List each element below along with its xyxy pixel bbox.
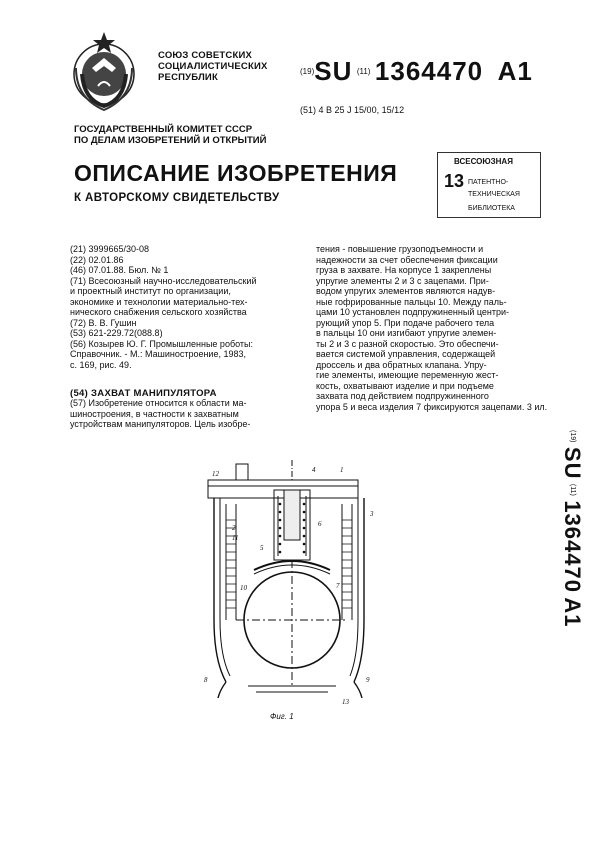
biblio-line: Справочник. - М.: Машиностроение, 1983, xyxy=(70,349,246,359)
kind-code: A1 xyxy=(497,56,533,86)
country-code: SU xyxy=(314,56,353,86)
abstract-line: захвата под действием подпружиненного xyxy=(316,391,489,401)
org-line: РЕСПУБЛИК xyxy=(158,72,218,83)
biblio-line: (22) 02.01.86 xyxy=(70,254,124,265)
label-7: 7 xyxy=(336,582,340,590)
abstract-line: тения - повышение грузоподъемности и xyxy=(316,244,484,254)
label-9: 9 xyxy=(366,676,370,684)
abstract-line: надежности за счет обеспечения фиксации xyxy=(316,254,498,265)
biblio-line: (21) 3999665/30-08 xyxy=(70,244,150,254)
biblio-line: экономике и технологии материально-тех- xyxy=(70,296,248,307)
committee-line: ПО ДЕЛАМ ИЗОБРЕТЕНИЙ И ОТКРЫТИЙ xyxy=(74,135,267,146)
biblio-line: и проектный институт по организации, xyxy=(70,286,231,296)
org-line: СОЮЗ СОВЕТСКИХ xyxy=(158,50,253,61)
ipc-class xyxy=(300,105,404,115)
abstract-line: ные гофрированные пальцы 10. Между паль- xyxy=(316,296,507,307)
country-prefix: (19) xyxy=(300,67,315,76)
label-3: 3 xyxy=(370,510,374,518)
biblio-line: (56) Козырев Ю. Г. Промышленные роботы: xyxy=(70,338,254,349)
stamp-line: ПАТЕНТНО- xyxy=(468,179,509,186)
abstract-line: вается системой управления, содержащей xyxy=(316,349,496,359)
document-title: ОПИСАНИЕ ИЗОБРЕТЕНИЯ xyxy=(74,160,398,186)
org-name xyxy=(158,50,268,83)
housing-plate xyxy=(208,480,358,498)
abstract-line: гие элементы, имеющие переменную жест- xyxy=(316,370,499,380)
abstract-right-column xyxy=(316,244,548,412)
label-6: 6 xyxy=(318,520,322,528)
biblio-line: (53) 621-229.72(088.8) xyxy=(70,328,163,338)
label-4: 4 xyxy=(312,466,316,474)
gripper-drawing xyxy=(196,460,382,712)
bibliographic-data xyxy=(70,244,300,370)
biblio-line: (46) 07.01.88. Бюл. № 1 xyxy=(70,265,169,275)
side-kind-code: A1 xyxy=(560,597,585,628)
abstract-line: устройствам манипуляторов. Цель изобре- xyxy=(70,419,251,429)
biblio-line: (72) В. В. Гушин xyxy=(70,317,137,328)
label-10: 10 xyxy=(240,584,247,592)
ussr-emblem-icon xyxy=(62,28,146,116)
side-patent-number xyxy=(527,430,585,680)
library-stamp xyxy=(437,152,541,218)
committee-line: ГОСУДАРСТВЕННЫЙ КОМИТЕТ СССР xyxy=(74,124,253,135)
label-8: 8 xyxy=(204,676,208,684)
abstract-line: рующий упор 5. При подаче рабочего тела xyxy=(316,317,495,328)
biblio-line: нического снабжения сельского хозяйства xyxy=(70,307,247,317)
label-11: 11 xyxy=(232,534,239,542)
abstract-line: ты 2 и 3 с разной скоростью. Это обеспечи- xyxy=(316,338,499,349)
side-country-code: SU xyxy=(560,446,585,480)
stamp-line: ТЕХНИЧЕСКАЯ xyxy=(468,191,520,198)
side-number: 1364470 xyxy=(560,500,585,593)
abstract-line: в пальцы 10 они изгибают упругие элемен- xyxy=(316,328,497,338)
committee-name xyxy=(74,124,266,146)
document-subtitle: К АВТОРСКОМУ СВИДЕТЕЛЬСТВУ xyxy=(74,192,280,204)
side-number-prefix: (11) xyxy=(569,483,576,496)
biblio-line: (71) Всесоюзный научно-исследовательский xyxy=(70,275,257,286)
abstract-line: упора 5 и веса изделия 7 фиксируются зацепами. 3 ил. xyxy=(316,401,548,412)
abstract-left-column xyxy=(70,398,300,430)
label-5: 5 xyxy=(260,544,264,552)
abstract-line: (57) Изобретение относится к области ма- xyxy=(70,398,247,408)
invention-title: (54) ЗАХВАТ МАНИПУЛЯТОРА xyxy=(70,388,217,399)
label-2: 2 xyxy=(232,524,236,532)
abstract-line: кость, охватывают изделие и при подъеме xyxy=(316,380,494,391)
abstract-line: цами 10 установлен подпружиненный центри- xyxy=(316,307,510,317)
figure-caption: Фиг. 1 xyxy=(270,712,294,721)
side-country-prefix: (19) xyxy=(569,430,576,443)
ipc-prefix: (51) 4 xyxy=(300,105,324,115)
abstract-line: шиностроения, в частности к захватным xyxy=(70,408,239,419)
abstract-line: упругие элементы 2 и 3 с зацепами. При- xyxy=(316,275,489,286)
abstract-line: дроссель и два обратных клапана. Упру- xyxy=(316,359,487,370)
abstract-line: водом упругих элементов являются надув- xyxy=(316,286,496,296)
stamp-number: 13 xyxy=(444,171,465,191)
patent-number: 1364470 xyxy=(374,56,484,86)
number-prefix: (11) xyxy=(356,67,371,76)
biblio-line: с. 169, рис. 49. xyxy=(70,359,132,370)
org-line: СОЦИАЛИСТИЧЕСКИХ xyxy=(158,61,268,72)
label-12: 12 xyxy=(212,470,219,478)
stamp-line: ВСЕСОЮЗНАЯ xyxy=(454,157,513,166)
label-1: 1 xyxy=(340,466,344,474)
ipc-value: B 25 J 15/00, 15/12 xyxy=(326,105,405,115)
label-13: 13 xyxy=(342,698,349,706)
abstract-line: груза в захвате. На корпусе 1 закреплены xyxy=(316,265,492,275)
stamp-line: БИБЛИОТЕКА xyxy=(468,205,515,212)
patent-number-header xyxy=(300,56,533,87)
